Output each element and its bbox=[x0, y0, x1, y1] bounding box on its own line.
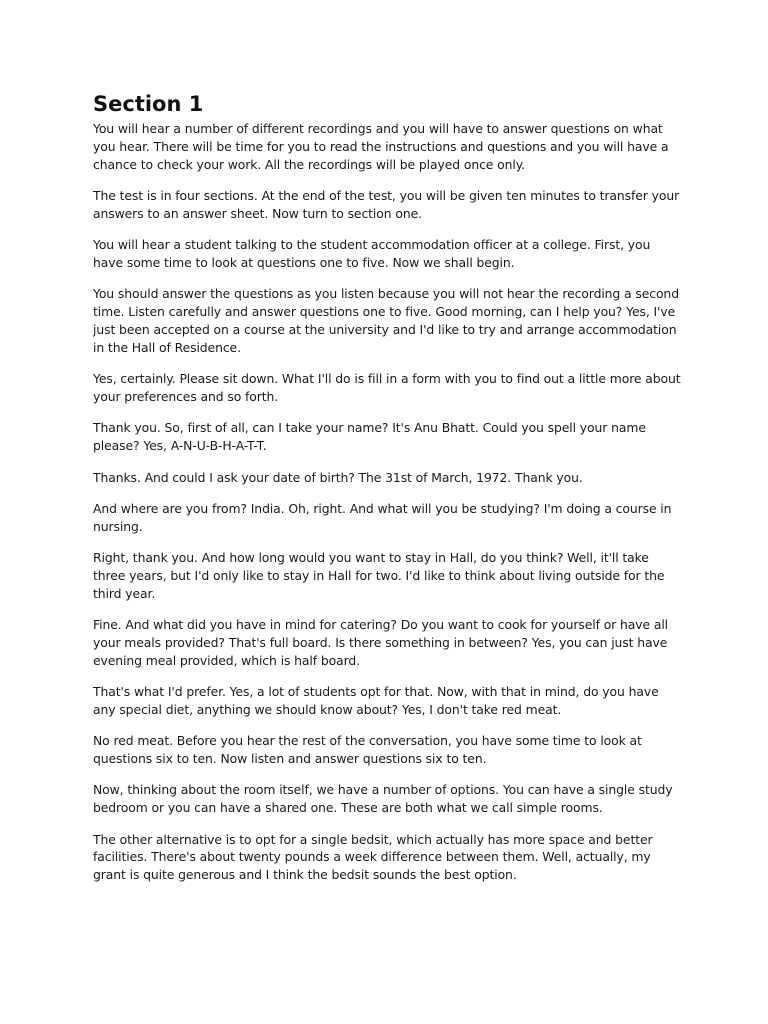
paragraph-10: Fine. And what did you have in mind for catering? Do you want to cook for yourself or have all your meals provided? That's full board. Is there something in between? Yes, you can just have evening meal provided, which is half board. bbox=[93, 617, 669, 668]
paragraph-12: No red meat. Before you hear the rest of the conversation, you have some time to look at questions six to ten. Now listen and answer questions six to ten. bbox=[93, 733, 642, 767]
paragraph-8: And where are you from? India. Oh, right. And what will you be studying? I'm doing a course in nursing. bbox=[93, 500, 672, 534]
paragraph-2: The test is in four sections. At the end of the test, you will be given ten minutes to transfer your answers to an answer sheet. Now turn to section one. bbox=[93, 187, 680, 221]
paragraph-6: Thank you. So, first of all, can I take your name? It's Anu Bhatt. Could you spell your name please? Yes, A-N-U-B-H-A-T-T. bbox=[93, 420, 646, 454]
paragraph-7: Thanks. And could I ask your date of birth? The 31st of March, 1972. Thank you. bbox=[93, 469, 583, 485]
paragraph-14: The other alternative is to opt for a single bedsit, which actually has more space and better facilities. There's about twenty pounds a week difference between them. Well, actually, my grant is quite generous and I think the bedsit sounds the best option. bbox=[93, 831, 653, 883]
paragraph-11: That's what I'd prefer. Yes, a lot of students opt for that. Now, with that in mind, do you have any special diet, anything we should know about? Yes, I don't take red meat. bbox=[93, 684, 659, 717]
paragraph-3: You will hear a student talking to the student accommodation officer at a college. First, you have some time to look at questions one to five. Now we shall begin. bbox=[93, 237, 651, 270]
section-heading: Section 1 bbox=[93, 92, 204, 116]
paragraph-13: Now, thinking about the room itself, we have a number of options. You can have a single study bedroom or you can have a shared one. These are both what we call simple rooms. bbox=[93, 782, 673, 816]
paragraph-9: Right, thank you. And how long would you want to stay in Hall, do you think? Well, it'll take three years, but I'd only like to stay in Hall for two. I'd like to think about living outside for the third year. bbox=[93, 550, 665, 601]
paragraph-1: You will hear a number of different recordings and you will have to answer questions on what you hear. There will be time for you to read the instructions and questions and you will have a chance to check your work. All the recordings will be played once only. bbox=[93, 121, 669, 172]
paragraph-5: Yes, certainly. Please sit down. What I'll do is fill in a form with you to find out a little more about your preferences and so forth. bbox=[93, 371, 681, 404]
paragraph-4: You should answer the questions as you listen because you will not hear the recording a second time. Listen carefully and answer questions one to five. Good morning, can I help you? Yes, I've just been accepted on a course at the university and I'd like to try and arrange accommodation in the Hall of Residence. bbox=[93, 286, 679, 355]
document-page bbox=[93, 90, 683, 898]
